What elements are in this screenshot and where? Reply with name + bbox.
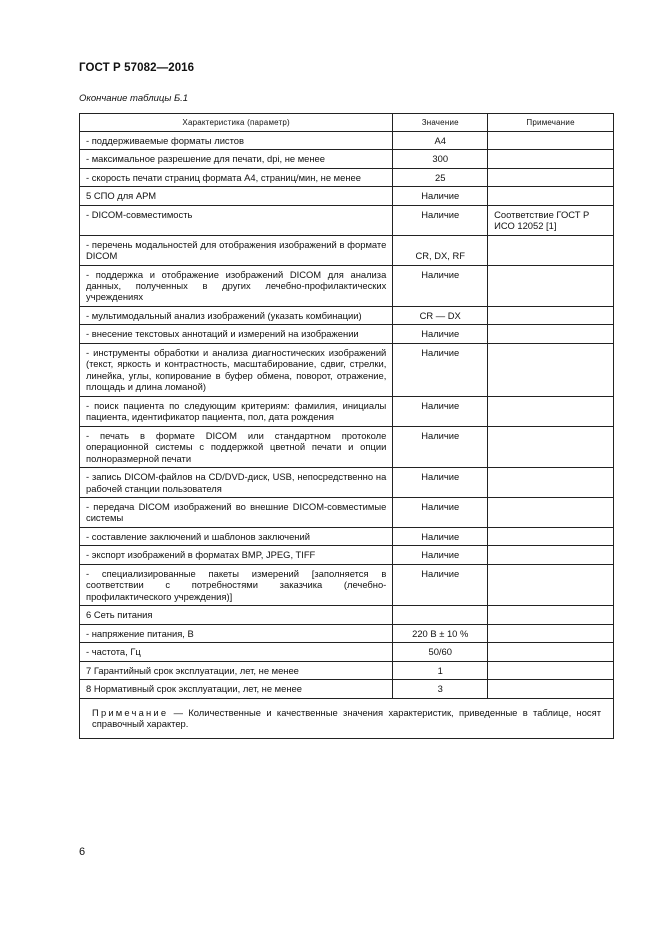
parameter-cell: - составление заключений и шаблонов заключений <box>80 527 393 545</box>
column-header-value: Значение <box>393 114 488 132</box>
note-cell <box>488 396 614 426</box>
note-cell <box>488 468 614 498</box>
note-cell <box>488 325 614 343</box>
parameter-cell: - скорость печати страниц формата А4, страниц/мин, не менее <box>80 168 393 186</box>
document-header: ГОСТ Р 57082—2016 <box>79 62 195 74</box>
parameter-cell: - внесение текстовых аннотаций и измерений на изображении <box>80 325 393 343</box>
note-cell <box>488 343 614 396</box>
note-cell <box>488 187 614 205</box>
table-row <box>80 546 614 564</box>
note-cell <box>488 643 614 661</box>
column-header-parameter: Характеристика (параметр) <box>80 114 393 132</box>
table-row <box>80 325 614 343</box>
table-row <box>80 168 614 186</box>
value-cell: А4 <box>393 131 488 149</box>
table-row <box>80 426 614 467</box>
parameter-cell: - DICOM-совместимость <box>80 205 393 235</box>
table-row <box>80 187 614 205</box>
value-cell: 25 <box>393 168 488 186</box>
note-cell <box>488 131 614 149</box>
value-cell: Наличие <box>393 498 488 528</box>
table-caption: Окончание таблицы Б.1 <box>79 93 189 104</box>
value-cell: Наличие <box>393 343 488 396</box>
note-cell <box>488 426 614 467</box>
value-cell: 300 <box>393 150 488 168</box>
table-row <box>80 624 614 642</box>
parameter-cell: - специализированные пакеты измерений [заполняется в соответствии с потребностями заказчика (лечебно-профилактического учреждения)] <box>80 564 393 605</box>
parameter-cell: - экспорт изображений в форматах BMP, JPEG, TIFF <box>80 546 393 564</box>
table-row <box>80 680 614 698</box>
value-cell: Наличие <box>393 187 488 205</box>
value-cell: Наличие <box>393 325 488 343</box>
table-row <box>80 606 614 624</box>
value-cell: 220 В ± 10 % <box>393 624 488 642</box>
parameter-cell: 8 Нормативный срок эксплуатации, лет, не менее <box>80 680 393 698</box>
table-header-row <box>80 114 614 132</box>
value-cell: Наличие <box>393 426 488 467</box>
value-cell: CR — DX <box>393 306 488 324</box>
table-row <box>80 564 614 605</box>
value-cell <box>393 606 488 624</box>
parameter-cell: - частота, Гц <box>80 643 393 661</box>
parameter-cell: - напряжение питания, В <box>80 624 393 642</box>
note-cell <box>488 527 614 545</box>
note-cell: Соответствие ГОСТ Р ИСО 12052 [1] <box>488 205 614 235</box>
note-cell <box>488 150 614 168</box>
table-row <box>80 468 614 498</box>
parameter-cell: - поддержка и отображение изображений DICOM для анализа данных, полученных в других лечебно-профилактических учреждениях <box>80 265 393 306</box>
column-header-note: Примечание <box>488 114 614 132</box>
value-cell: Наличие <box>393 546 488 564</box>
value-cell: 3 <box>393 680 488 698</box>
table-row <box>80 265 614 306</box>
parameter-cell: - запись DICOM-файлов на CD/DVD-диск, USB, непосредственно на рабочей станции пользователя <box>80 468 393 498</box>
note-cell <box>488 564 614 605</box>
table-footnote <box>80 698 614 738</box>
value-cell: 1 <box>393 661 488 679</box>
table-row <box>80 343 614 396</box>
note-cell <box>488 606 614 624</box>
note-cell <box>488 498 614 528</box>
parameter-cell: 5 СПО для АРМ <box>80 187 393 205</box>
value-cell: CR, DX, RF <box>393 235 488 265</box>
value-cell: Наличие <box>393 265 488 306</box>
parameter-cell: - мультимодальный анализ изображений (указать комбинации) <box>80 306 393 324</box>
note-cell <box>488 546 614 564</box>
table-row <box>80 235 614 265</box>
parameter-cell: 7 Гарантийный срок эксплуатации, лет, не менее <box>80 661 393 679</box>
note-cell <box>488 265 614 306</box>
table-row <box>80 205 614 235</box>
table-body <box>80 131 614 698</box>
table-row <box>80 498 614 528</box>
table-row <box>80 643 614 661</box>
footnote-row <box>80 698 614 738</box>
page-number: 6 <box>79 846 86 858</box>
value-cell: Наличие <box>393 564 488 605</box>
parameter-cell: - перечень модальностей для отображения изображений в формате DICOM <box>80 235 393 265</box>
value-cell: Наличие <box>393 527 488 545</box>
parameter-cell: 6 Сеть питания <box>80 606 393 624</box>
table-row <box>80 150 614 168</box>
note-cell <box>488 235 614 265</box>
parameter-cell: - максимальное разрешение для печати, dpi, не менее <box>80 150 393 168</box>
note-cell <box>488 168 614 186</box>
value-cell: Наличие <box>393 468 488 498</box>
value-cell: 50/60 <box>393 643 488 661</box>
table-row <box>80 306 614 324</box>
parameter-cell: - печать в формате DICOM или стандартном протоколе операционной системы с поддержкой цветной печати и опции полноразмерной печати <box>80 426 393 467</box>
footnote-text: — Количественные и качественные значения характеристик, приведенные в таблице, носят справочный характер. <box>92 706 601 730</box>
parameter-cell: - поддерживаемые форматы листов <box>80 131 393 149</box>
table-row <box>80 527 614 545</box>
footnote-label: Примечание <box>92 706 169 718</box>
parameter-cell: - передача DICOM изображений во внешние DICOM-совместимые системы <box>80 498 393 528</box>
note-cell <box>488 661 614 679</box>
table-row <box>80 131 614 149</box>
value-cell: Наличие <box>393 205 488 235</box>
parameter-cell: - инструменты обработки и анализа диагностических изображений (текст, яркость и контрастность, масштабирование, сдвиг, стрелки, линейка, углы, копирование в буфер обмена, поворот, отражение, площадь и длина ломаной) <box>80 343 393 396</box>
parameter-cell: - поиск пациента по следующим критериям: фамилия, инициалы пациента, идентификатор пациента, пол, дата рождения <box>80 396 393 426</box>
note-cell <box>488 306 614 324</box>
table-row <box>80 661 614 679</box>
note-cell <box>488 624 614 642</box>
value-cell: Наличие <box>393 396 488 426</box>
table-row <box>80 396 614 426</box>
note-cell <box>488 680 614 698</box>
specification-table <box>79 113 614 739</box>
